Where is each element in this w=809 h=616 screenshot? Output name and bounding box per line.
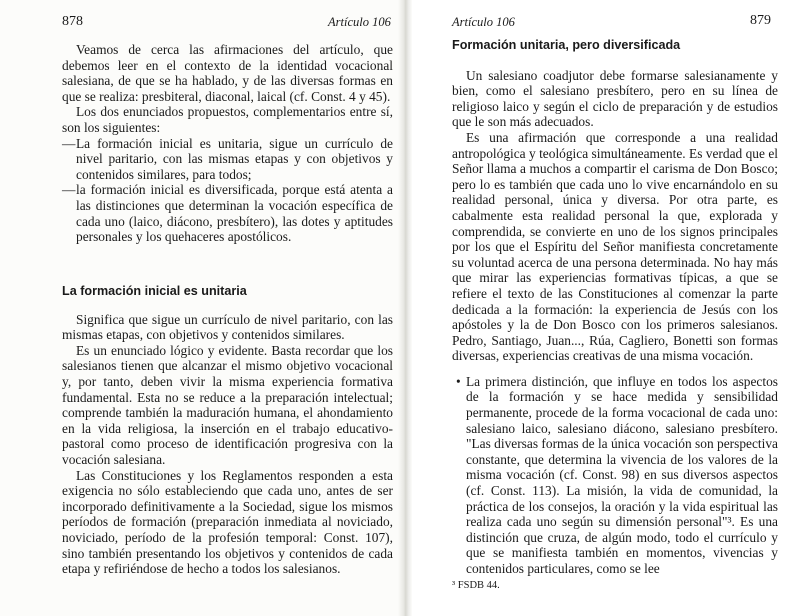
left-page xyxy=(0,0,404,616)
intro-paragraph-1: Veamos de cerca las afirmaciones del artículo, que debemos leer en el contexto de la identidad vocacional salesiana, de que se ha hablado, y de las diversas formas en que se realiza: presbiteral, diaconal, laical (cf. Const. 4 y 45). xyxy=(62,42,393,104)
intro-paragraph-2: Los dos enunciados propuestos, complementarios entre sí, son los siguientes: xyxy=(62,104,393,135)
left-section xyxy=(62,284,393,577)
statement-list xyxy=(62,136,393,245)
page-number-right: 879 xyxy=(750,13,771,28)
right-page xyxy=(404,0,809,616)
right-paragraph-2: Es una afirmación que corresponde a una realidad antropológica y teológica simultáneamente. Es verdad que el Señor llama a muchos a compartir el carisma de Don Bosco; pero lo es también que cada uno lo vive encarnándolo en su realidad personal, única y diversa. Por otra parte, es cabalmente esta realidad personal la que, explorada y comprendida, se convierte en uno de los signos principales por los que el Espíritu del Señor manifiesta concretamente su voluntad acerca de una persona determinada. No hay más que mirar las experiencias formativas típicas, a que se refiere el texto de las Constituciones al comenzar la parte dedicada a la formación: la experiencia de Jesús con los apóstoles y la de Don Bosco con los primeros salesianos. Pedro, Santiago, Juan..., Rúa, Cagliero, Bonetti son formas diversas, experiencias creativas de una misma vocación. xyxy=(452,129,778,364)
right-paragraph-1: Un salesiano coadjutor debe formarse salesianamente y bien, como el salesiano presbítero, pero en su línea de religioso laico y según el ciclo de preparación y de estudios que le son más adecuados. xyxy=(452,67,778,130)
section-paragraph-2: Es un enunciado lógico y evidente. Basta recordar que los salesianos tienen que alcanzar el mismo objetivo vocacional y, por tanto, deben vivir la misma experiencia formativa fundamental. Esta no se reduce a la preparación intelectual; comprende también la maduración humana, el ahondamiento en la vida religiosa, la inserción en el trabajo educativo-pastoral como proceso de identificación progresiva con la vocación salesiana. xyxy=(62,342,393,467)
running-head-right: Artículo 106 xyxy=(452,15,515,29)
section-paragraph-1: Significa que sigue un currículo de nivel paritario, con las mismas etapas, con objetivos y contenidos similares. xyxy=(62,311,393,343)
footnote: ³ FSDB 44. xyxy=(452,580,500,591)
distinction-list xyxy=(452,374,778,577)
left-column xyxy=(62,42,393,245)
section-heading-right: Formación unitaria, pero diversificada xyxy=(452,38,681,52)
list-item: — La formación inicial es unitaria, sigue un currículo de nivel paritario, con las mismas etapas y con objetivos y contenidos similares, para todos; xyxy=(62,136,393,183)
list-item: — la formación inicial es diversificada, porque está atenta a las distinciones que determinan la vocación específica de cada uno (laico, diácono, presbítero), las dotes y aptitudes personales y los quehaceres apostólicos. xyxy=(62,182,393,244)
section-paragraph-3: Las Constituciones y los Reglamentos responden a esta exigencia no sólo estableciendo que cada uno, antes de ser incorporado definitivamente a la Sociedad, sigue los mismos períodos de formación (preparación inmediata al noviciado, noviciado, período de la profesión temporal: Const. 107), sino también presentando los objetivos y contenidos de cada etapa y refiriéndose de hecho a todos los salesianos. xyxy=(62,467,393,577)
section-heading-left: La formación inicial es unitaria xyxy=(62,284,247,298)
right-paragraph-3: • La primera distinción, que influye en todos los aspectos de la formación y se hace medida y sensibilidad permanente, procede de la forma vocacional de cada uno: salesiano laico, salesiano diácono, salesiano presbítero. "Las diversas formas de la única vocación son perspectiva constante, que determina la vivencia de los valores de la misma vocación (cf. Const. 98) en sus diversos aspectos (cf. Const. 113). La misión, la vida de comunidad, la práctica de los consejos, la oración y la vida espiritual las realiza cada uno según su dimensión personal"³. Es una distinción que cruza, de algún modo, todo el currículo y que se manifiesta también en momentos, vivencias y contenidos particulares, como se lee xyxy=(452,374,778,577)
right-column xyxy=(452,38,778,577)
page-number-left: 878 xyxy=(62,14,83,29)
running-head-left: Artículo 106 xyxy=(328,15,391,29)
